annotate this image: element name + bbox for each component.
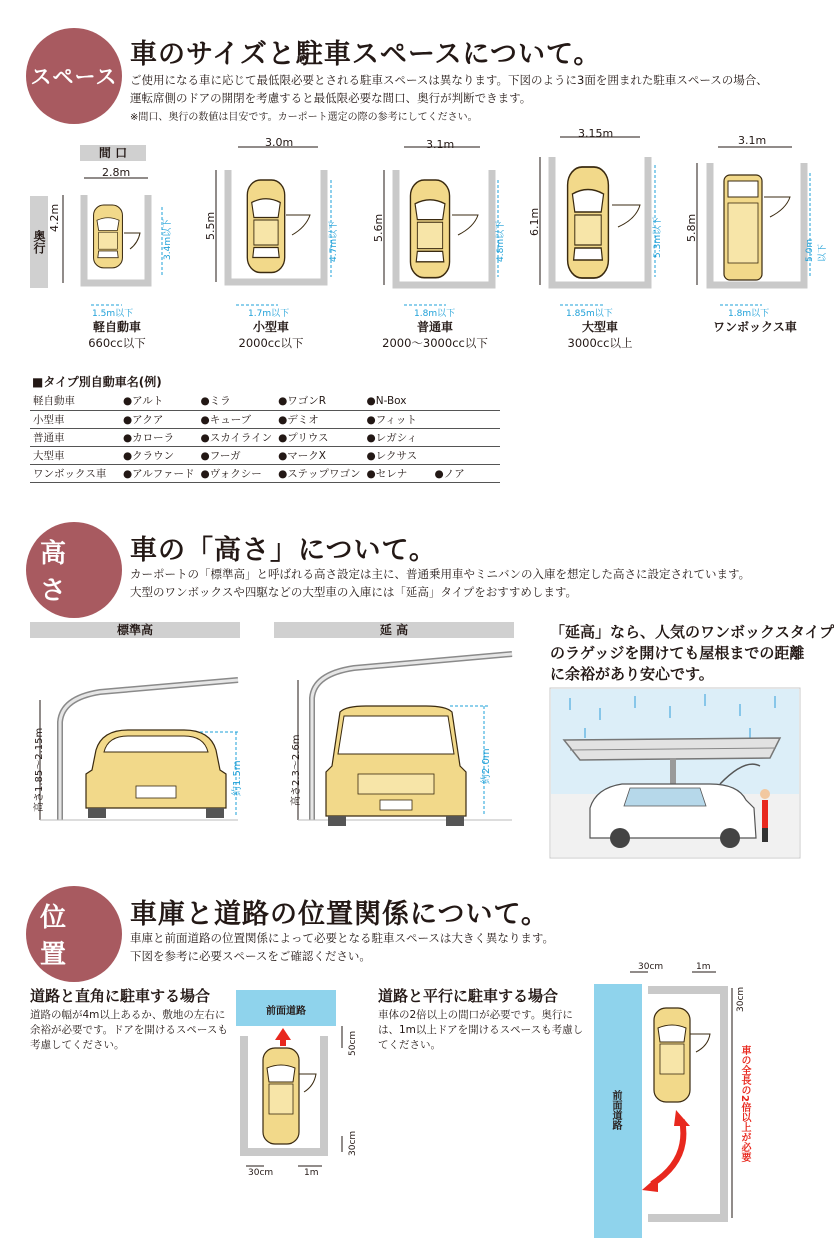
small-side: 4.7m以下	[329, 220, 339, 262]
parallel-heading: 道路と平行に駐車する場合	[378, 987, 559, 1005]
diagram-small	[216, 147, 331, 305]
section-title-space: 車のサイズと駐車スペースについて。	[130, 39, 602, 70]
callout-line-2: のラゲッジを開けても屋根までの距離	[550, 644, 805, 662]
parallel-text-3: てください。	[378, 1039, 441, 1051]
dim-50cm: 50cm	[348, 1030, 358, 1056]
car-cc-small: 2000cc以下	[238, 336, 304, 350]
parallel-text-2: は、1m以上ドアを開けるスペースも考慮し	[378, 1024, 584, 1036]
large-gap: 1.85m以下	[566, 309, 613, 319]
car-name-small: 小型車	[252, 320, 289, 334]
diagram-large	[540, 137, 655, 305]
road-label: 前面道路	[266, 1006, 306, 1017]
section-badge-space	[26, 28, 122, 124]
car-name-kei: 軽自動車	[92, 320, 141, 334]
badge-label: 高 さ	[40, 539, 81, 606]
kei-side: 3.4m以下	[163, 218, 173, 260]
badge-label: スペース	[30, 65, 118, 89]
large-depth: 6.1m	[528, 207, 541, 236]
onebox-depth: 5.8m	[685, 213, 698, 242]
callout-line-1: 「延高」なら、人気のワンボックスタイプ	[550, 623, 834, 641]
car-cc-normal: 2000～3000cc以下	[382, 336, 488, 350]
car-cc-large: 3000cc以上	[567, 336, 633, 350]
parallel-text-1: 車体の2倍以上の間口が必要です。奥行に	[378, 1009, 573, 1021]
callout-line-3: に余裕があり安心です。	[550, 665, 714, 683]
dim-30cm-left: 30cm	[248, 1168, 274, 1178]
p-dim-30cm-side: 30cm	[736, 986, 746, 1012]
section-badge-position	[26, 886, 122, 982]
small-gap: 1.7m以下	[248, 309, 290, 319]
table-row: 大型車 ●クラウン ●フーガ ●マークX ●レクサス	[30, 446, 500, 464]
ext-height-value: 高さ2.3～2.6m	[291, 734, 302, 806]
perpendicular-heading: 道路と直角に駐車する場合	[30, 987, 211, 1005]
road-label-vertical: 前面道路	[610, 1090, 621, 1130]
section-desc-2: 下図を参考に必要スペースをご確認ください。	[130, 949, 371, 963]
perpendicular-diagram	[236, 990, 366, 1190]
p-dim-1m: 1m	[696, 962, 711, 972]
car-name-large: 大型車	[581, 320, 618, 334]
car-cc-kei: 660cc以下	[88, 336, 146, 350]
table-title: ■タイプ別自動車名(例)	[32, 375, 162, 389]
ext-height-label: 延 高	[274, 622, 514, 638]
rain-scene-illustration	[550, 688, 800, 858]
normal-side: 4.8m以下	[496, 220, 506, 262]
badge-label: 位 置	[40, 903, 81, 970]
diagram-kei	[63, 178, 162, 305]
model-table	[30, 392, 500, 483]
car-name-normal: 普通車	[416, 320, 453, 334]
table-row: ワンボックス車 ●アルファード ●ヴォクシー ●ステップワゴン ●セレナ ●ノア	[30, 464, 500, 482]
diagram-normal	[384, 147, 498, 305]
perpendicular-text-2: 余裕が必要です。ドアを開けるスペースも	[30, 1024, 228, 1036]
perpendicular-text-3: 考慮してください。	[30, 1039, 125, 1051]
ext-car-value: 約2.0m	[481, 748, 492, 784]
ext-car	[326, 706, 466, 826]
section-badge-height	[26, 522, 122, 618]
section-desc-2: 運転席側のドアの開閉を考慮すると最低限必要な間口、奥行が判断できます。	[130, 91, 532, 105]
table-row: 小型車 ●アクア ●キューブ ●デミオ ●フィット	[30, 410, 500, 428]
std-height-label: 標準高	[30, 622, 240, 638]
diagram-onebox	[697, 147, 810, 305]
large-width: 3.15m	[578, 127, 614, 140]
table-row: 普通車 ●カローラ ●スカイライン ●プリウス ●レガシィ	[30, 428, 500, 446]
section-desc-2: 大型のワンボックスや四駆などの大型車の入庫には「延高」タイプをおすすめします。	[130, 585, 578, 599]
onebox-side: 5.0m以下	[805, 238, 828, 262]
std-car-value: 約1.5m	[232, 760, 243, 796]
std-car	[86, 730, 226, 818]
p-dim-30cm-top: 30cm	[638, 962, 664, 972]
onebox-width: 3.1m	[738, 134, 767, 147]
table-row: 軽自動車 ●アルト ●ミラ ●ワゴンR ●N-Box	[30, 392, 500, 410]
car-name-onebox: ワンボックス車	[713, 320, 797, 334]
section-desc-1: カーポートの「標準高」と呼ばれる高さ設定は主に、普通乗用車やミニバンの入庫を想定した高さに設定されています。	[130, 567, 751, 581]
section-desc-1: ご使用になる車に応じて最低限必要とされる駐車スペースは異なります。下図のように3面を囲まれた駐車スペースの場合、	[130, 73, 768, 87]
small-width: 3.0m	[265, 136, 294, 149]
section-desc-1: 車庫と前面道路の位置関係によって必要となる駐車スペースは大きく異なります。	[130, 931, 555, 945]
normal-depth: 5.6m	[372, 213, 385, 242]
large-side: 5.3m以下	[653, 216, 663, 258]
kei-depth: 4.2m	[48, 203, 61, 232]
small-depth: 5.5m	[204, 211, 217, 240]
section-note: ※間口、奥行の数値は目安です。カーポート選定の際の参考にしてください。	[130, 112, 478, 123]
maguchi-label: 間 口	[80, 145, 146, 161]
perpendicular-text-1: 道路の幅が4m以上あるか、敷地の左右に	[30, 1009, 226, 1021]
dim-30cm-bottom: 30cm	[348, 1130, 358, 1156]
parking-space-diagrams	[0, 125, 822, 325]
kei-width: 2.8m	[102, 166, 131, 179]
dim-1m: 1m	[304, 1168, 319, 1178]
okuyuki-label: 奥行	[30, 196, 48, 288]
section-title-position: 車庫と道路の位置関係について。	[130, 899, 549, 930]
std-height-value: 高さ1.85～2.15m	[34, 727, 45, 812]
section-title-height: 車の「高さ」について。	[130, 535, 437, 566]
p-length-note: 車の全長の2倍以上が必要	[739, 1045, 750, 1162]
onebox-gap: 1.8m以下	[728, 309, 770, 319]
kei-gap: 1.5m以下	[92, 309, 134, 319]
normal-gap: 1.8m以下	[414, 309, 456, 319]
normal-width: 3.1m	[426, 138, 455, 151]
